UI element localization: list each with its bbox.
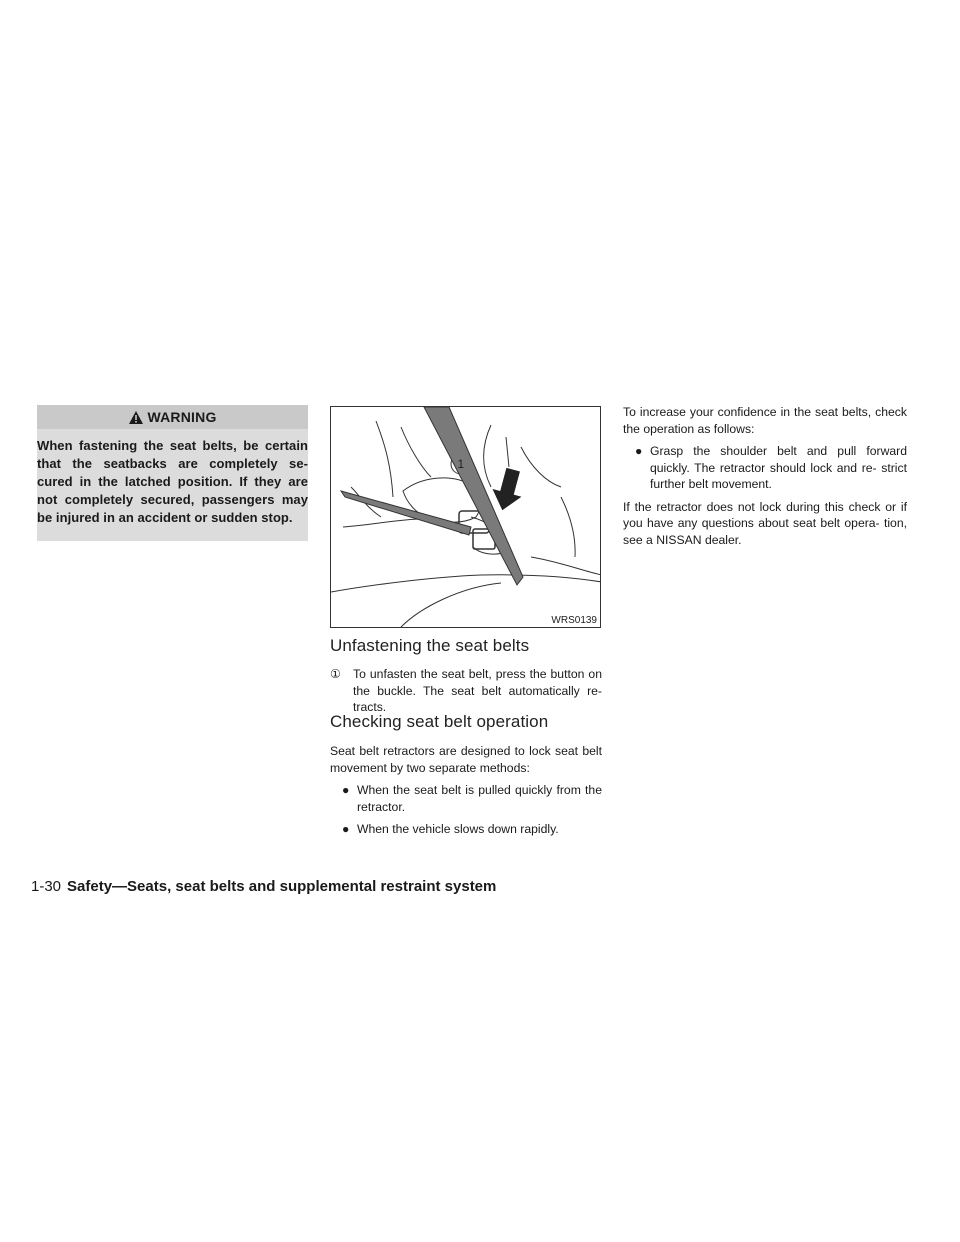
seat-belt-figure [330,406,601,628]
page-footer [31,878,496,895]
checking-bullet-text: When the vehicle slows down rapidly. [357,822,559,836]
unfastening-step-text: To unfasten the seat belt, press the button on the buckle. The seat belt automatically re- tracts. [353,667,602,714]
checking-intro: Seat belt retractors are designed to lock seat belt movement by two separate methods: [330,744,602,775]
page-number: 1-30 [31,878,62,895]
checking-bullet [330,782,602,815]
warning-text: When fastening the seat belts, be certain that the seatbacks are completely se- cured in the latched position. If they are not completely secured, passengers may be injured in an accident or sudden stop. [37,438,308,525]
warning-triangle-icon [128,410,144,425]
warning-heading: WARNING [147,409,217,425]
checking-bullet-text: When the seat belt is pulled quickly from the retractor. [357,783,602,814]
bullet-icon: ● [635,444,643,458]
right-closing: If the retractor does not lock during this check or if you have any questions about seat belt opera- tion, see a NISSAN dealer. [623,499,907,547]
section-title: Safety—Seats, seat belts and supplemental restraint system [67,878,497,895]
warning-header [37,405,308,429]
warning-box [37,405,308,541]
checking-heading: Checking seat belt operation [330,712,549,731]
unfastening-step [330,666,602,716]
unfastening-section [330,636,602,716]
figure-callout: 1 [457,457,465,471]
right-intro: To increase your confidence in the seat belts, check the operation as follows: [623,405,907,436]
step-number-marker: ① [330,667,341,681]
right-bullet [623,443,907,493]
bullet-icon: ● [342,822,350,836]
right-bullet-text: Grasp the shoulder belt and pull forward quickly. The retractor should lock and re- strict further belt movement. [650,444,907,491]
bullet-icon: ● [342,783,350,797]
checking-section [330,712,602,838]
unfastening-heading: Unfastening the seat belts [330,636,530,655]
checking-bullet [330,821,602,838]
seat-belt-buckle-illustration [331,407,601,628]
right-column [623,404,907,548]
figure-label: WRS0139 [551,615,597,626]
